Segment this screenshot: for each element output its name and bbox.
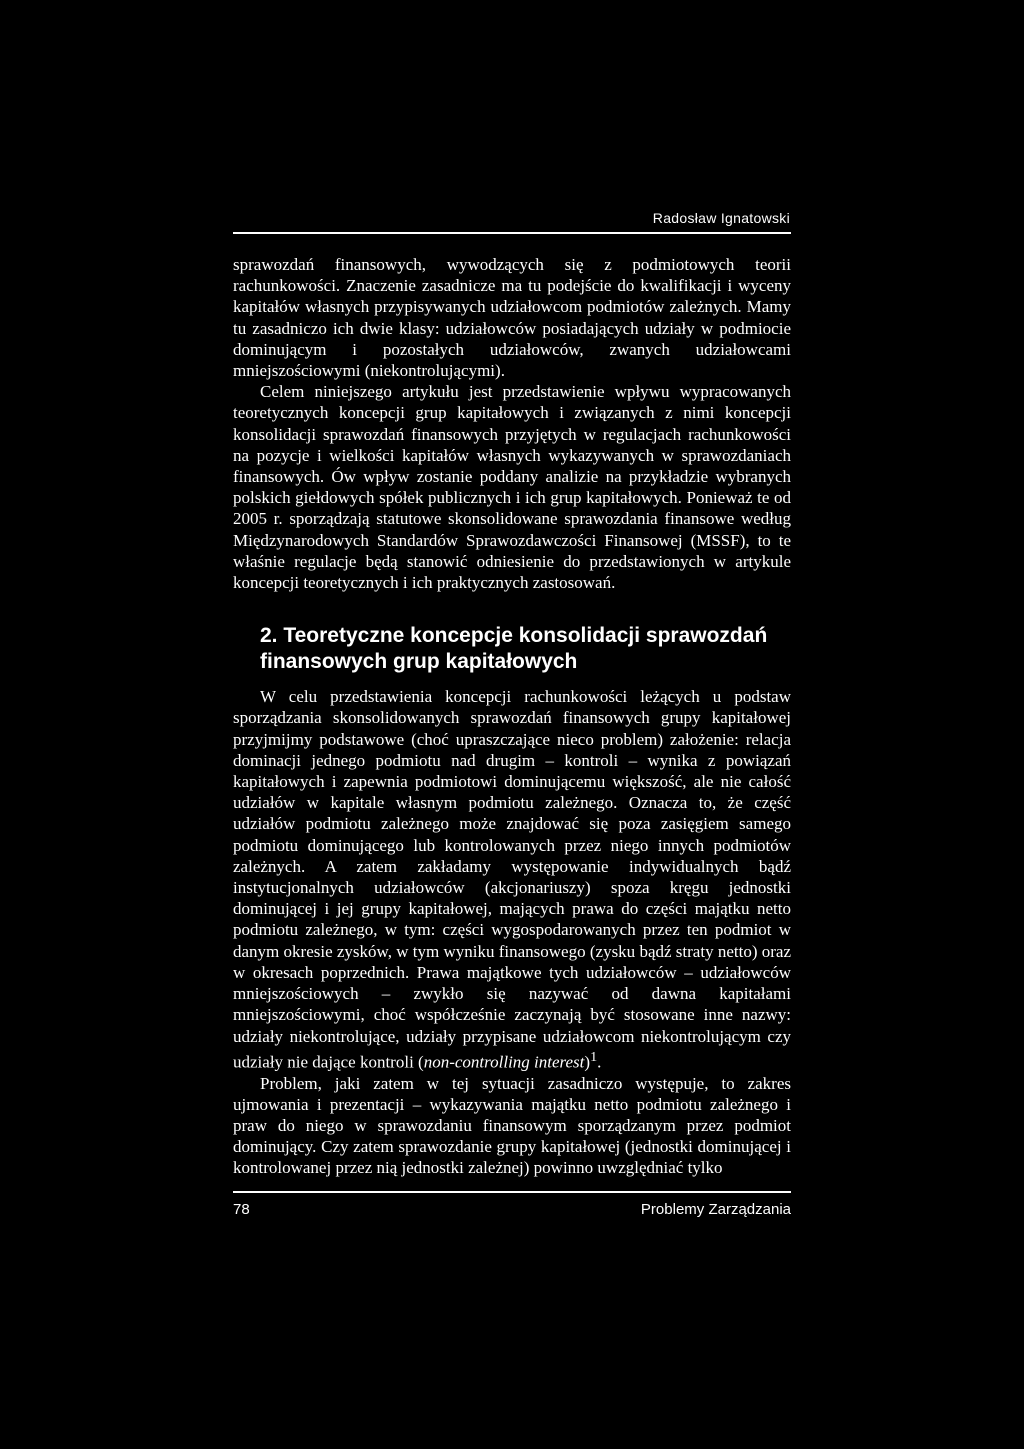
italic-term: non-controlling interest xyxy=(423,1052,585,1072)
footer-rule xyxy=(233,1191,791,1193)
paragraph-section-2: Problem, jaki zatem w tej sytuacji zasadniczo występuje, to zakres ujmowania i prezentacji – wykazywania majątku netto podmiotu zależnego i praw do niego w sprawozdaniu finansowym sporządzanym przez podmiot dominujący. Czy zatem sprawozdanie grupy kapitałowej (jednostki dominującej i kontrolowanej przez nią jednostki zależnej) powinno uwzględniać tylko xyxy=(233,1073,791,1178)
journal-title: Problemy Zarządzania xyxy=(640,1201,791,1218)
page-footer xyxy=(233,1201,791,1218)
header-rule xyxy=(233,232,791,234)
section-heading: 2. Teoretyczne koncepcje konsolidacji sprawozdań finansowych grup kapitałowych xyxy=(260,624,768,674)
footnote-ref[interactable]: 1 xyxy=(590,1048,598,1065)
paragraph-section-1-tail: . xyxy=(597,1052,602,1072)
paragraph-section-1 xyxy=(233,686,791,1072)
page-body xyxy=(233,254,791,1179)
paragraph-intro-continued: sprawozdań finansowych, wywodzących się z podmiotowych teorii rachunkowości. Znaczenie zasadnicze ma tu podejście do kwalifikacji i wyceny kapitałów własnych przypisywanych udziałowcom podmiotów zależnych. Mamy tu zasadniczo ich dwie klasy: udziałowców posiadających udziały w podmiocie dominującym i pozostałych udziałowców, zwanych udziałowcami mniejszościowymi (niekontrolującymi). xyxy=(233,255,791,381)
paragraph-section-1-text: W celu przedstawienia koncepcji rachunkowości leżących u podstaw sporządzania skonsolidowanych sprawozdań finansowych grupy kapitałowej przyjmijmy podstawowe (choć upraszczające nieco problem) założenie: relacja dominacji jednego podmiotu nad drugim – kontroli – wynika z powiązań kapitałowych i zapewnia podmiotowi dominującemu większość, ale nie całość udziałów w kapitale własnym podmiotu zależnego. Oznacza to, że część udziałów podmiotu zależnego może znajdować się poza zasięgiem samego podmiotu dominującego lub kontrolowanych przez niego innych podmiotów zależnych. A zatem zakładamy występowanie indywidualnych bądź instytucjonalnych udziałowców (akcjonariuszy) spoza kręgu jednostki dominującej i jej grupy kapitałowej, mających prawa do części majątku netto podmiotu zależnego, w tym: części wygospodarowanych przez ten podmiot w danym okresie zysków, w tym wyniku finansowego (zysku bądź straty netto) oraz w okresach poprzednich. Prawa majątkowe tych udziałowców – udziałowców mniejszościowych – zwykło się nazywać od dawna kapitałami mniejszościowymi, choć współcześnie zaczynają być stosowane inne nazwy: udziały niekontrolujące, udziały przypisane udziałowcom niekontrolującym czy udziały nie dające kontroli ( xyxy=(233,687,791,1072)
paragraph-aim: Celem niniejszego artykułu jest przedstawienie wpływu wypracowanych teoretycznych koncepcji grup kapitałowych i związanych z nimi koncepcji konsolidacji sprawozdań finansowych przyjętych w regulacjach rachunkowości na pozycje i wielkości kapitałów własnych wykazywanych w sprawozdaniach finansowych. Ów wpływ zostanie poddany analizie na przykładzie wybranych polskich giełdowych spółek publicznych i ich grup kapitałowych. Ponieważ te od 2005 r. sporządzają statutowe skonsolidowane sprawozdania finansowe według Międzynarodowych Standardów Sprawozdawczości Finansowej (MSSF), to te właśnie regulacje będą stanowić odniesienie do przedstawionych w artykule koncepcji teoretycznych i ich praktycznych zastosowań. xyxy=(233,382,791,593)
page-number: 78 xyxy=(233,1201,250,1218)
paragraph-section-1-close: ) xyxy=(584,1052,591,1072)
running-header: Radosław Ignatowski xyxy=(652,210,790,226)
